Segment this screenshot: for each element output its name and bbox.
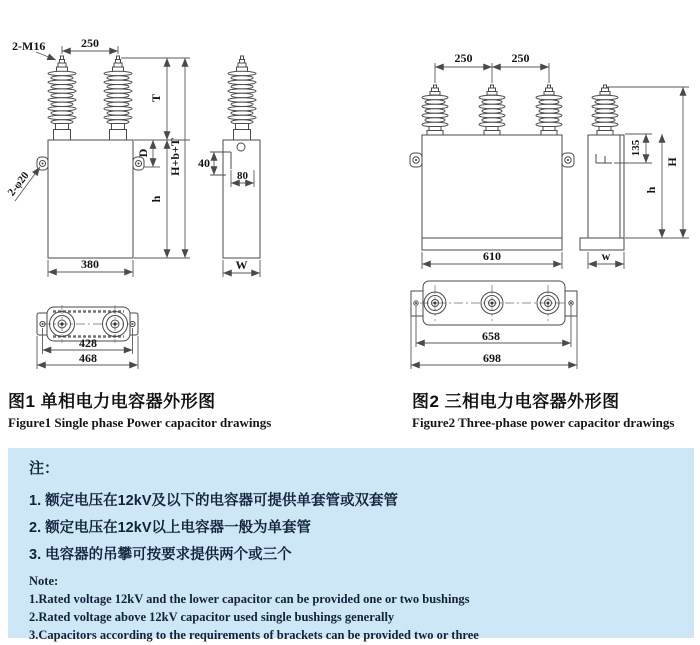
bushing-icon [422, 85, 448, 135]
fig1-dim-d: D [136, 148, 150, 158]
fig2-side-view [580, 85, 624, 250]
fig1-dim-hanger-h: 40 [198, 156, 210, 170]
note-zh-item-3: 3. 电容器的吊攀可按要求提供两个或三个 [29, 547, 292, 563]
fig1-front-dimensions [6, 36, 190, 277]
fig2-dim-depth: w [601, 249, 611, 263]
fig1-dim-bolt-span: 428 [79, 336, 97, 350]
fig2-bottom-view [411, 281, 577, 325]
fig1-dim-total: H+b+T [168, 138, 182, 176]
fig1-front-view [37, 56, 144, 258]
notes-en-header: Note: [29, 574, 59, 588]
fig2-caption-en: Figure2 Three-phase power capacitor drawings [412, 415, 675, 430]
fig1-side-view [210, 56, 260, 258]
fig1-dim-base-width: 468 [79, 351, 97, 365]
fig2-dim-pitch1: 250 [454, 51, 473, 65]
notes-panel [8, 448, 694, 642]
fig1-dim-h: h [149, 195, 163, 203]
fig1-label-holes: 2-φ20 [5, 169, 32, 199]
fig2-front-view [410, 85, 574, 250]
fig2-caption [412, 387, 674, 431]
fig1-dim-width: 380 [81, 257, 99, 271]
fig1-dim-depth: W [235, 258, 248, 272]
fig2-front-dimensions [422, 51, 562, 269]
fig1-dim-pitch: 250 [81, 36, 99, 50]
fig2-dim-total: H [665, 157, 679, 167]
note-zh-item-1: 1. 额定电压在12kV及以下的电容器可提供单套管或双套管 [29, 493, 398, 509]
fig1-label-thread: 2-M16 [12, 39, 46, 53]
bushing-icon [479, 85, 505, 135]
note-en-item-1: 1.Rated voltage 12kV and the lower capacitor can be provided one or two bushings [29, 592, 470, 606]
fig1-caption-en: Figure1 Single phase Power capacitor drawings [8, 415, 272, 430]
fig1-caption-zh: 图1 单相电力电容器外形图 [8, 392, 216, 411]
fig2-dim-width: 610 [483, 249, 501, 263]
bushing-icon [104, 56, 132, 140]
note-en-item-3: 3.Capacitors according to the requirements of brackets can be provided two or three [29, 628, 479, 642]
fig1-dim-t: T [149, 93, 163, 103]
bushing-icon [592, 85, 618, 135]
fig2-dim-h: h [644, 186, 658, 194]
fig2-dim-hanger: 135 [630, 139, 642, 157]
fig1-dim-hanger-w: 80 [237, 170, 248, 182]
bushing-icon [48, 56, 76, 140]
fig2-caption-zh: 图2 三相电力电容器外形图 [412, 392, 620, 411]
bushing-icon [536, 85, 562, 135]
fig2-dim-base-width: 698 [483, 351, 501, 365]
fig1-caption [8, 387, 271, 431]
note-zh-item-2: 2. 额定电压在12kV以上电容器一般为单套管 [29, 520, 311, 536]
note-en-item-2: 2.Rated voltage above 12kV capacitor used single bushings generally [29, 610, 395, 624]
fig2-dim-pitch2: 250 [511, 51, 530, 65]
fig2-dim-bolt-span: 658 [482, 329, 500, 343]
notes-zh-header: 注： [29, 460, 60, 477]
bushing-icon [228, 56, 256, 140]
